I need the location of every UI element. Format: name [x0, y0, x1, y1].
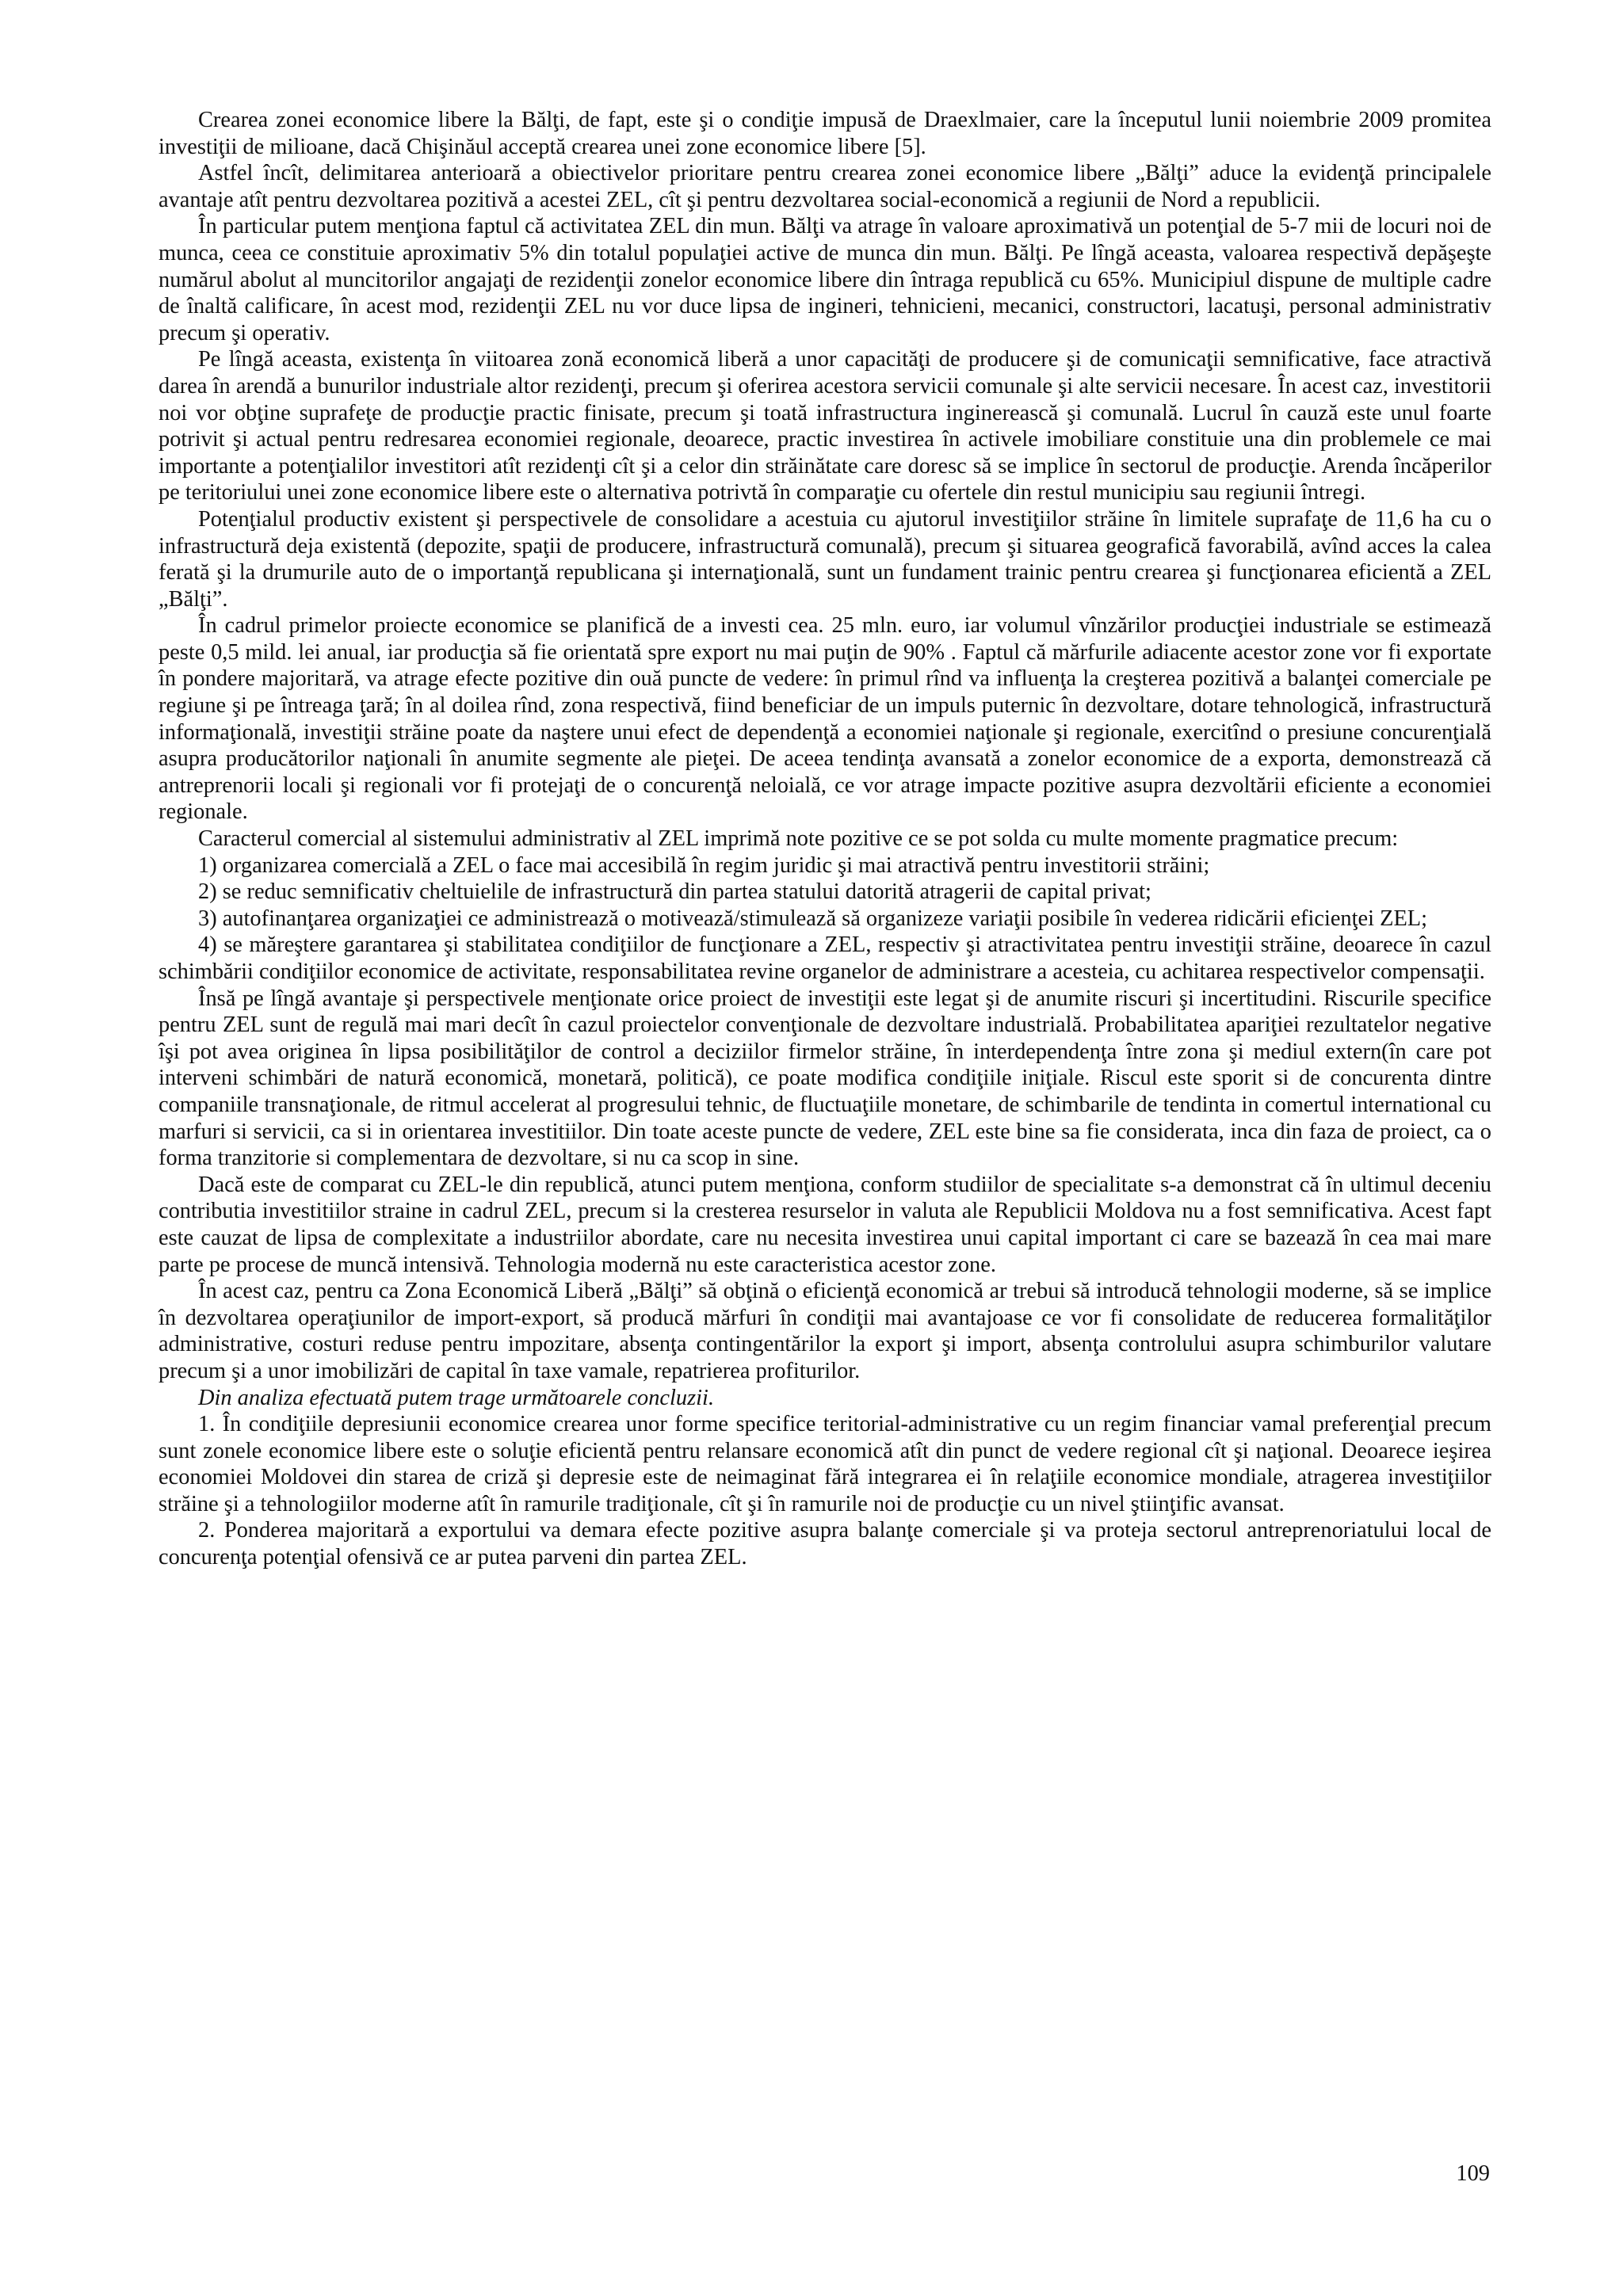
paragraph: Astfel încît, delimitarea anterioară a obiectivelor prioritare pentru crearea zonei economice libere „Bălţi” aduce la evidenţă principalele avantaje atît pentru dezvoltarea pozitivă a acestei ZEL, cît şi pentru dezvoltarea social-economică a regiunii de Nord a republicii. — [158, 161, 1491, 212]
list-item: 4) se măreştere garantarea şi stabilitatea condiţiilor de funcţionare a ZEL, respectiv şi atractivitatea pentru investiţii străine, deoarece în cazul schimbării condiţiilor economice de activitate, responsabilitatea revine organelor de administrare a acesteia, cu achitarea respectivelor compensaţii. — [158, 933, 1491, 984]
conclusion-heading: Din analiza efectuată putem trage următoarele concluzii. — [198, 1385, 715, 1410]
paragraph: Pe lîngă aceasta, existenţa în viitoarea zonă economică liberă a unor capacităţi de producere şi de comunicaţii semnificative, face atractivă darea în arendă a bunurilor industriale altor rezidenţi, precum şi oferirea acestora servicii comunale şi alte servicii necesare. În acest caz, investitorii noi vor obţine suprafeţe de producţie practic finisate, precum şi toată infrastructura inginerească şi comunală. Lucrul în cauză este unul foarte potrivit şi actual pentru redresarea economiei regionale, deoarece, practic investirea în activele imobiliare constituie una din problemele ce mai importante a potenţialilor investitori atît rezidenţi cît şi a celor din străinătate care doresc să se implice în sectorul de producţie. Arenda încăperilor pe teritoriului unei zone economice libere este o alternativa potrivtă în comparaţie cu ofertele din restul municipiu sau regiunii întregi. — [158, 347, 1491, 505]
paragraph: În acest caz, pentru ca Zona Economică Liberă „Bălţi” să obţină o eficienţă economică ar trebui să introducă tehnologii moderne, să se implice în dezvoltarea operaţiunilor de import-export, să producă mărfuri în condiţii mai avantajoase ce vor fi consolidate de reducerea formalităţilor administrative, costuri reduse pentru impozitare, absenţa contingentărilor la export şi import, absenţa controlului asupra schimburilor valutare precum şi a unor imobilizări de capital în taxe vamale, repatrierea profiturilor. — [158, 1279, 1491, 1383]
paragraph: Potenţialul productiv existent şi perspectivele de consolidare a acestuia cu ajutorul investiţiilor străine în limitele suprafaţe de 11,6 ha cu o infrastructură deja existentă (depozite, spaţii de producere, infrastructură comunală), precum şi situarea geografică favorabilă, avînd acces la calea ferată şi la drumurile auto de o importanţă republicana şi internaţională, sunt un fundament trainic pentru crearea şi funcţionarea eficientă a ZEL „Bălţi”. — [158, 506, 1491, 612]
list-item: 2) se reduc semnificativ cheltuielile de infrastructură din partea statului datorită atragerii de capital privat; — [198, 879, 1151, 905]
paragraph: În cadrul primelor proiecte economice se planifică de a investi cea. 25 mln. euro, iar volumul vînzărilor producţiei industriale se estimează peste 0,5 mild. lei anual, iar producţia să fie orientată spre export nu mai puţin de 90% . Faptul că mărfurile adiacente acestor zone vor fi exportate în pondere majoritară, va atrage efecte pozitive din ouă puncte de vedere: în primul rînd va influenţa la creşterea pozitivă a balanţei comerciale pe regiune şi pe întreaga ţară; în al doilea rînd, zona respectivă, fiind beneficiar de un impuls puternic în dezvoltare, dotare tehnologică, infrastructură informaţională, investiţii străine poate da naştere unui efect de dependenţă a economiei naţionale şi regionale, exercitînd o presiune concurenţială asupra producătorilor naţionali în anumite segmente ale pieţei. De aceea tendinţa avansată a zonelor economice de a exporta, demonstrează că antreprenorii locali şi regionali vor fi protejaţi de o concurenţă neloială, ce vor atrage impacte pozitive asupra dezvoltării eficiente a economiei regionale. — [158, 613, 1491, 825]
paragraph: Crearea zonei economice libere la Bălţi, de fapt, este şi o condiţie impusă de Draexlmaier, care la începutul lunii noiembrie 2009 promitea investiţii de milioane, dacă Chişinăul acceptă crearea unei zone economice libere [5]. — [158, 108, 1491, 159]
paragraph: În particular putem menţiona faptul că activitatea ZEL din mun. Bălţi va atrage în valoare aproximativă un potenţial de 5-7 mii de locuri noi de munca, ceea ce constituie aproximativ 5% din totalul populaţiei active de munca din mun. Bălţi. Pe lîngă aceasta, valoarea respectivă depăşeşte numărul abolut al muncitorilor angajaţi de rezidenţii zonelor economice libere din întraga republică cu 65%. Municipiul dispune de multiple cadre de înaltă calificare, în acest mod, rezidenţii ZEL nu vor duce lipsa de ingineri, tehnicieni, mecanici, constructori, lacatuşi, personal administrativ precum şi operativ. — [158, 214, 1491, 345]
paragraph: Caracterul comercial al sistemului administrativ al ZEL imprimă note pozitive ce se pot solda cu multe momente pragmatice precum: — [198, 826, 1399, 852]
conclusion-item: 1. În condiţiile depresiunii economice crearea unor forme specifice teritorial-administrative cu un regim financiar vamal preferenţial precum sunt zonele economice libere este o soluţie eficientă pentru relansare economică atît din punct de vedere regional cît şi naţional. Deoarece ieşirea economiei Moldovei din starea de criză şi depresie este de neimaginat fără integrarea ei în relaţiile economice mondiale, atragerea investiţiilor străine şi a tehnologiilor moderne atît în ramurile tradiţionale, cît şi în ramurile noi de producţie cu un nivel ştiinţific avansat. — [158, 1412, 1491, 1516]
conclusion-item: 2. Ponderea majoritară a exportului va demara efecte pozitive asupra balanţe comerciale şi va proteja sectorul antreprenoriatului local de concurenţa potenţial ofensivă ce ar putea parveni din partea ZEL. — [158, 1518, 1491, 1570]
paragraph: Dacă este de comparat cu ZEL-le din republică, atunci putem menţiona, conform studiilor de specialitate s-a demonstrat că în ultimul deceniu contributia investitiilor straine in cadrul ZEL, precum si la cresterea resurselor in valuta ale Republicii Moldova nu a fost semnificativa. Acest fapt este cauzat de lipsa de complexitate a industriilor abordate, care nu necesita investirea unui capital important ci care se bazează în cea mai mare parte pe procese de muncă intensivă. Tehnologia modernă nu este caracteristica acestor zone. — [158, 1172, 1491, 1277]
list-item: 1) organizarea comercială a ZEL o face mai accesibilă în regim juridic şi mai atractivă pentru investitorii străini; — [198, 852, 1210, 878]
paragraph: Însă pe lîngă avantaje şi perspectivele menţionate orice proiect de investiţii este legat şi de anumite riscuri şi incertitudini. Riscurile specifice pentru ZEL sunt de regulă mai mari decît în cazul proiectelor convenţionale de dezvoltare industrială. Probabilitatea apariţiei rezultatelor negative îşi pot avea originea în lipsa posibilităţilor de control a deciziilor firmelor străine, în interdependenţa între zona şi mediul extern(în care pot interveni schimbări de natură economică, monetară, politică), ce poate modifica condiţiile iniţiale. Riscul este sporit si de concurenta dintre companiile transnaţionale, de ritmul accelerat al progresului tehnic, de fluctuaţiile monetare, de schimbarile de tendinta in comertul international cu marfuri si servicii, ca si in orientarea investitiilor. Din toate aceste puncte de vedere, ZEL este bine sa fie considerata, inca din faza de proiect, ca o forma tranzitorie si complementara de dezvoltare, si nu ca scop in sine. — [158, 986, 1491, 1171]
list-item: 3) autofinanţarea organizaţiei ce administrează o motivează/stimulează să organizeze variaţii posibile în vederea ridicării eficienţei ZEL; — [198, 906, 1428, 931]
document-body — [158, 107, 1491, 1571]
page-number: 109 — [1456, 2161, 1490, 2186]
